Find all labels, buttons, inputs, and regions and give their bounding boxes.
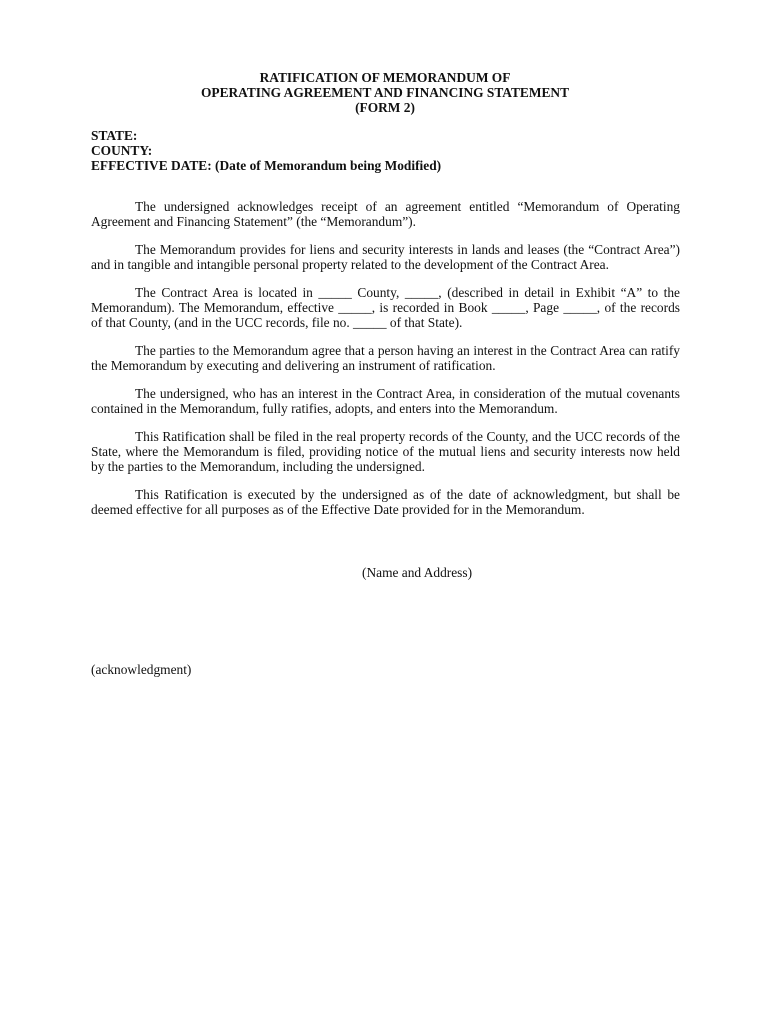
document-body bbox=[91, 199, 680, 530]
title-line-3: (FORM 2) bbox=[355, 100, 415, 115]
county-field-label: COUNTY: bbox=[91, 143, 153, 158]
paragraph-undersigned: The undersigned, who has an interest in the Contract Area, in consideration of the mutual covenants contained in the Memorandum, fully ratifies, adopts, and enters into the Memorandum. bbox=[91, 386, 680, 416]
effective-date-field-label: EFFECTIVE DATE: (Date of Memorandum being Modified) bbox=[91, 158, 442, 173]
acknowledgment-label: (acknowledgment) bbox=[91, 662, 192, 677]
signature-name-address: (Name and Address) bbox=[362, 565, 473, 580]
title-line-1: RATIFICATION OF MEMORANDUM OF bbox=[259, 70, 511, 85]
paragraph-liens: The Memorandum provides for liens and security interests in lands and leases (the “Contract Area”) and in tangible and intangible personal property related to the development of the Contract Area. bbox=[91, 242, 680, 272]
paragraph-filing: This Ratification shall be filed in the real property records of the County, and the UCC records of the State, where the Memorandum is filed, providing notice of the mutual liens and security interests now held by the parties to the Memorandum, including the undersigned. bbox=[91, 429, 680, 474]
state-field-label: STATE: bbox=[91, 128, 138, 143]
document-title bbox=[0, 70, 770, 115]
paragraph-parties: The parties to the Memorandum agree that a person having an interest in the Contract Area can ratify the Memorandum by executing and delivering an instrument of ratification. bbox=[91, 343, 680, 373]
title-line-2: OPERATING AGREEMENT AND FINANCING STATEMENT bbox=[200, 85, 570, 100]
paragraph-contract-area: The Contract Area is located in _____ County, _____, (described in detail in Exhibit “A” to the Memorandum). The Memorandum, effective _____, is recorded in Book _____, Page _____, of the records of that County, (and in the UCC records, file no. _____ of that State). bbox=[91, 285, 680, 330]
header-fields bbox=[91, 128, 441, 173]
paragraph-effective: This Ratification is executed by the undersigned as of the date of acknowledgment, but shall be deemed effective for all purposes as of the Effective Date provided for in the Memorandum. bbox=[91, 487, 680, 517]
paragraph-receipt: The undersigned acknowledges receipt of an agreement entitled “Memorandum of Operating Agreement and Financing Statement” (the “Memorandum”). bbox=[91, 199, 680, 229]
